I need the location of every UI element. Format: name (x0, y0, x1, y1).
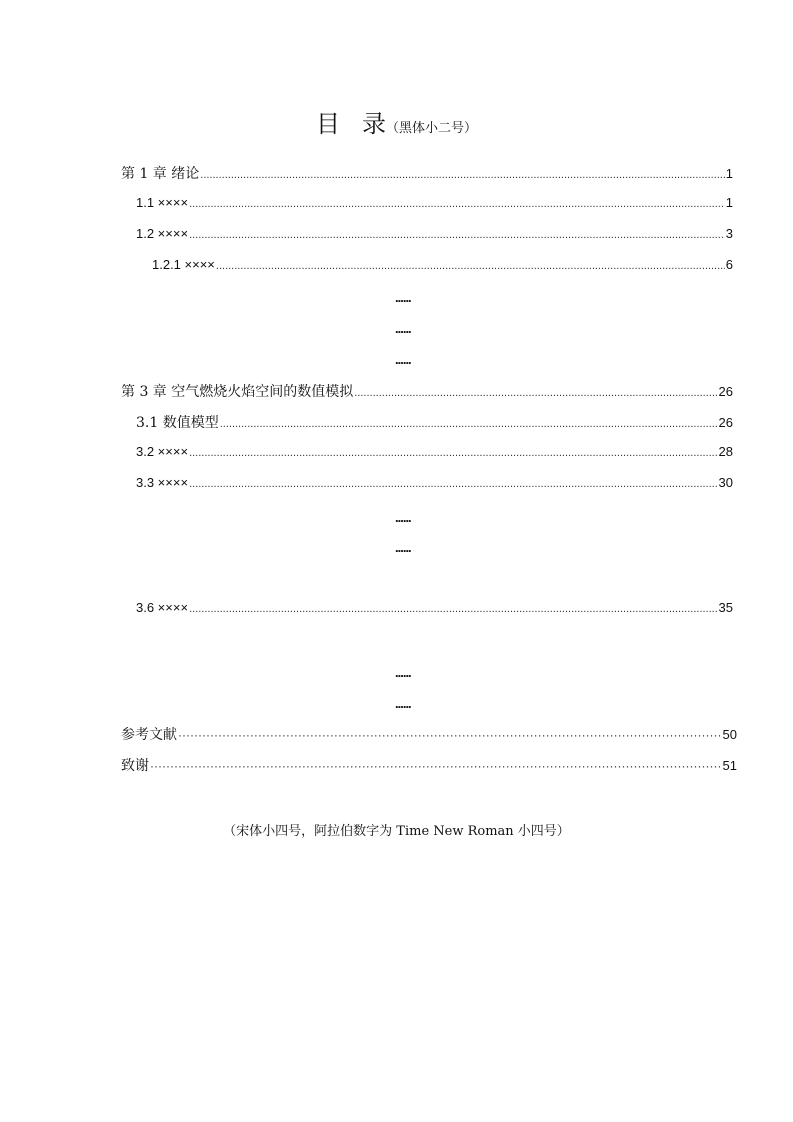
title-char-2: 录 (361, 110, 386, 138)
font-spec-footnote: （宋体小四号，阿拉伯数字为 Time New Roman 小四号） (223, 824, 570, 839)
toc-entry-page: 6 (725, 257, 733, 272)
toc-entry-label: 第 3 章 空气燃烧火焰空间的数值模拟 (121, 384, 354, 400)
leader-dots (189, 447, 717, 459)
toc-entry-references[interactable] (121, 724, 737, 744)
toc-entry-label: 3.6 ×××× (136, 600, 189, 615)
toc-entry-chapter-3[interactable] (121, 381, 733, 401)
toc-entry-label: 1.2.1 ×××× (152, 257, 215, 272)
leader-dots (189, 478, 717, 490)
toc-entry-label: 1.2 ×××× (136, 226, 189, 241)
toc-entry-1-1[interactable] (136, 195, 733, 215)
ellipsis: ...... (395, 321, 411, 336)
toc-entry-page: 30 (718, 475, 733, 490)
toc-entry-label: 3.1 数值模型 (136, 415, 219, 431)
toc-entry-label: 第 1 章 绪论 (121, 166, 200, 182)
leader-dots (189, 603, 717, 615)
toc-entry-label: 致谢 (121, 758, 149, 774)
ellipsis: ...... (395, 665, 411, 680)
toc-entry-page: 35 (718, 600, 733, 615)
leader-dots (216, 260, 725, 272)
ellipsis: ...... (395, 290, 411, 305)
toc-entry-page: 1 (725, 166, 733, 181)
toc-entry-page: 28 (718, 444, 733, 459)
toc-entry-3-1[interactable] (136, 412, 733, 432)
toc-entry-chapter-1[interactable] (121, 163, 733, 183)
toc-entry-page: 3 (725, 226, 733, 241)
ellipsis: ...... (395, 696, 411, 711)
ellipsis: ...... (395, 352, 411, 367)
leader-dots (189, 198, 725, 210)
toc-entry-page: 26 (718, 384, 733, 399)
ellipsis: ...... (395, 510, 411, 525)
toc-entry-page: 26 (718, 415, 733, 430)
toc-entry-label: 参考文献 (121, 727, 177, 743)
ellipsis: ...... (395, 540, 411, 555)
toc-entry-acknowledgements[interactable] (121, 755, 737, 775)
toc-entry-label: 3.3 ×××× (136, 475, 189, 490)
leader-dots (150, 759, 722, 773)
leader-dots (200, 169, 725, 181)
leader-dots (178, 728, 722, 742)
toc-entry-label: 3.2 ×××× (136, 444, 189, 459)
leader-dots (220, 418, 718, 430)
toc-entry-label: 1.1 ×××× (136, 195, 189, 210)
toc-entry-page: 1 (725, 195, 733, 210)
toc-entry-1-2-1[interactable] (152, 257, 733, 277)
toc-entry-3-2[interactable] (136, 444, 733, 464)
toc-entry-3-3[interactable] (136, 475, 733, 495)
toc-entry-page: 51 (722, 758, 737, 773)
toc-entry-3-6[interactable] (136, 600, 733, 620)
title-char-1: 目 (315, 110, 340, 138)
leader-dots (354, 387, 717, 399)
toc-entry-page: 50 (722, 727, 737, 742)
toc-entry-1-2[interactable] (136, 226, 733, 246)
leader-dots (189, 229, 725, 241)
toc-title (0, 104, 793, 139)
title-font-note: （黑体小二号） (385, 121, 477, 136)
